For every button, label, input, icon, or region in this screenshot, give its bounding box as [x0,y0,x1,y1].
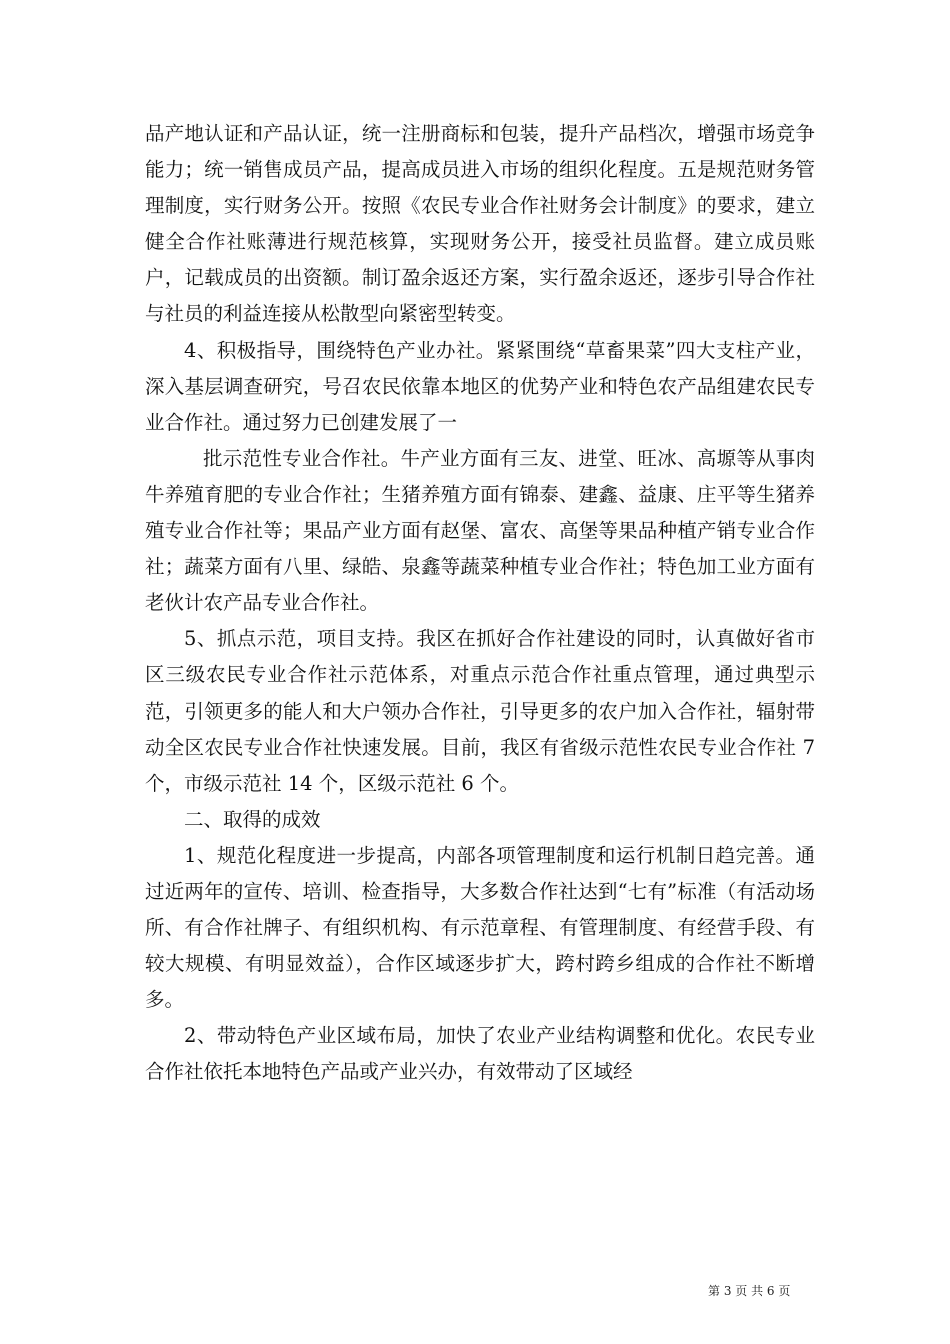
paragraph-3: 批示范性专业合作社。牛产业方面有三友、进堂、旺冰、高塬等从事肉牛养殖育肥的专业合作社；生猪养殖方面有锦泰、建鑫、益康、庄平等生猪养殖专业合作社等；果品产业方面有赵堡、富农、高堡等果品种植产销专业合作社；蔬菜方面有八里、绿皓、泉鑫等蔬菜种植专业合作社；特色加工业方面有老伙计农产品专业合作社。 [145,446,815,615]
paragraph-6: 1、规范化程度进一步提高，内部各项管理制度和运行机制日趋完善。通过近两年的宣传、培训、检查指导，大多数合作社达到“七有”标准（有活动场所、有合作社牌子、有组织机构、有示范章程、有管理制度、有经营手段、有较大规模、有明显效益），合作区域逐步扩大，跨村跨乡组成的合作社不断增多。 [145,843,815,1012]
paragraph-1: 品产地认证和产品认证，统一注册商标和包装，提升产品档次，增强市场竞争能力；统一销售成员产品，提高成员进入市场的组织化程度。五是规范财务管理制度，实行财务公开。按照《农民专业合作社财务会计制度》的要求，建立健全合作社账薄进行规范核算，实现财务公开，接受社员监督。建立成员账户，记载成员的出资额。制订盈余返还方案，实行盈余返还，逐步引导合作社与社员的利益连接从松散型向紧密型转变。 [145,122,815,326]
paragraph-4: 5、抓点示范，项目支持。我区在抓好合作社建设的同时，认真做好省市区三级农民专业合作社示范体系，对重点示范合作社重点管理，通过典型示范，引领更多的能人和大户领办合作社，引导更多的农户加入合作社，辐射带动全区农民专业合作社快速发展。目前，我区有省级示范性农民专业合作社 7 个，市级示范社 14 个，区级示范社 6 个。 [145,627,815,795]
section-heading: 二、取得的成效 [184,807,321,831]
page-number: 第 3 页 共 6 页 [708,1284,791,1298]
paragraph-2: 4、积极指导，围绕特色产业办社。紧紧围绕“草畜果菜”四大支柱产业，深入基层调查研究，号召农民依靠本地区的优势产业和特色农产品组建农民专业合作社。通过努力已创建发展了一 [145,338,815,434]
paragraph-7: 2、带动特色产业区域布局，加快了农业产业结构调整和优化。农民专业合作社依托本地特色产品或产业兴办，有效带动了区域经 [145,1024,815,1084]
document-body [145,116,815,1091]
